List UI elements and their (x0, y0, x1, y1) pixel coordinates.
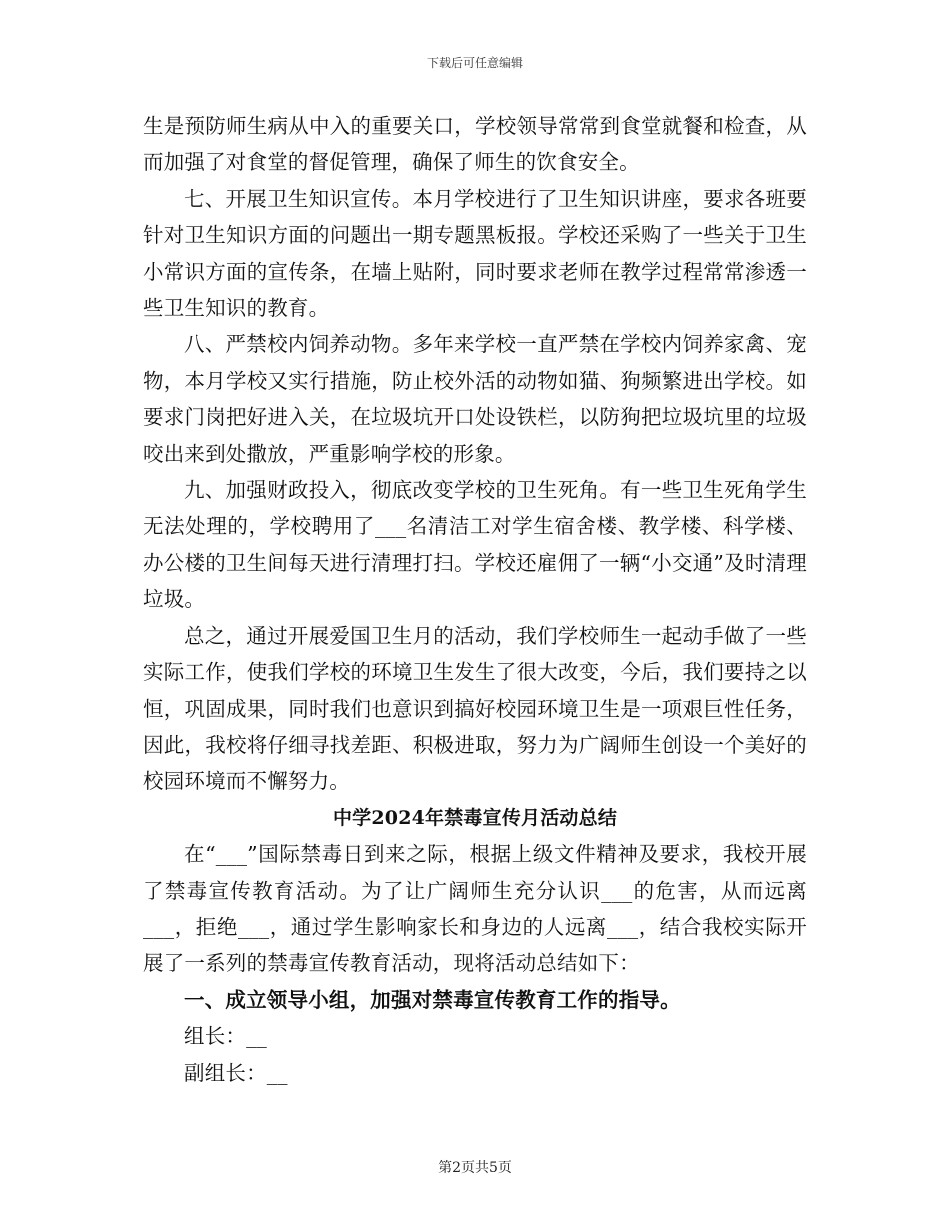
paragraph-section-8: 八、严禁校内饲养动物。多年来学校一直严禁在学校内饲养家禽、宠物，本月学校又实行措施，防止校外活的动物如猫、狗频繁进出学校。如要求门岗把好进入关，在垃圾坑开口处设铁栏，以防狗把垃圾坑里的垃圾咬出来到处撒放，严重影响学校的形象。 (143, 332, 807, 466)
document-body (143, 108, 807, 1091)
deputy-leader-line: 副组长：__ (184, 1060, 288, 1085)
paragraph-continued: 生是预防师生病从中入的重要关口，学校领导常常到食堂就餐和检查，从而加强了对食堂的督促管理，确保了师生的饮食安全。 (143, 114, 807, 175)
paragraph-intro: 在“___”国际禁毒日到来之际，根据上级文件精神及要求，我校开展了禁毒宣传教育活动。为了让广阔师生充分认识___的危害，从而远离___，拒绝___，通过学生影响家长和身边的人远离___，结合我校实际开展了一系列的禁毒宣传教育活动，现将活动总结如下： (143, 842, 807, 976)
paragraph-section-9: 九、加强财政投入，彻底改变学校的卫生死角。有一些卫生死角学生无法处理的，学校聘用了___名清洁工对学生宿舍楼、教学楼、科学楼、办公楼的卫生间每天进行清理打扫。学校还雇佣了一辆“小交通”及时清理垃圾。 (143, 478, 807, 612)
paragraph-section-7: 七、开展卫生知识宣传。本月学校进行了卫生知识讲座，要求各班要针对卫生知识方面的问题出一期专题黑板报。学校还采购了一些关于卫生小常识方面的宣传条，在墙上贴附，同时要求老师在教学过程常常渗透一些卫生知识的教育。 (143, 186, 807, 321)
document-title: 中学2024年禁毒宣传月活动总结 (332, 806, 618, 829)
section-heading-1: 一、成立领导小组，加强对禁毒宣传教育工作的指导。 (184, 987, 681, 1012)
paragraph-conclusion: 总之，通过开展爱国卫生月的活动，我们学校师生一起动手做了一些实际工作，使我们学校的环境卫生发生了很大改变，今后，我们要持之以恒，巩固成果，同时我们也意识到搞好校园环境卫生是一项艰巨性任务，因此，我校将仔细寻找差距、积极进取，努力为广阔师生创设一个美好的校园环境而不懈努力。 (143, 623, 807, 794)
page-header: 下载后可任意编辑 (426, 56, 523, 70)
page-number-footer: 第2页共5页 (438, 1160, 512, 1176)
leader-line: 组长：__ (184, 1024, 267, 1049)
